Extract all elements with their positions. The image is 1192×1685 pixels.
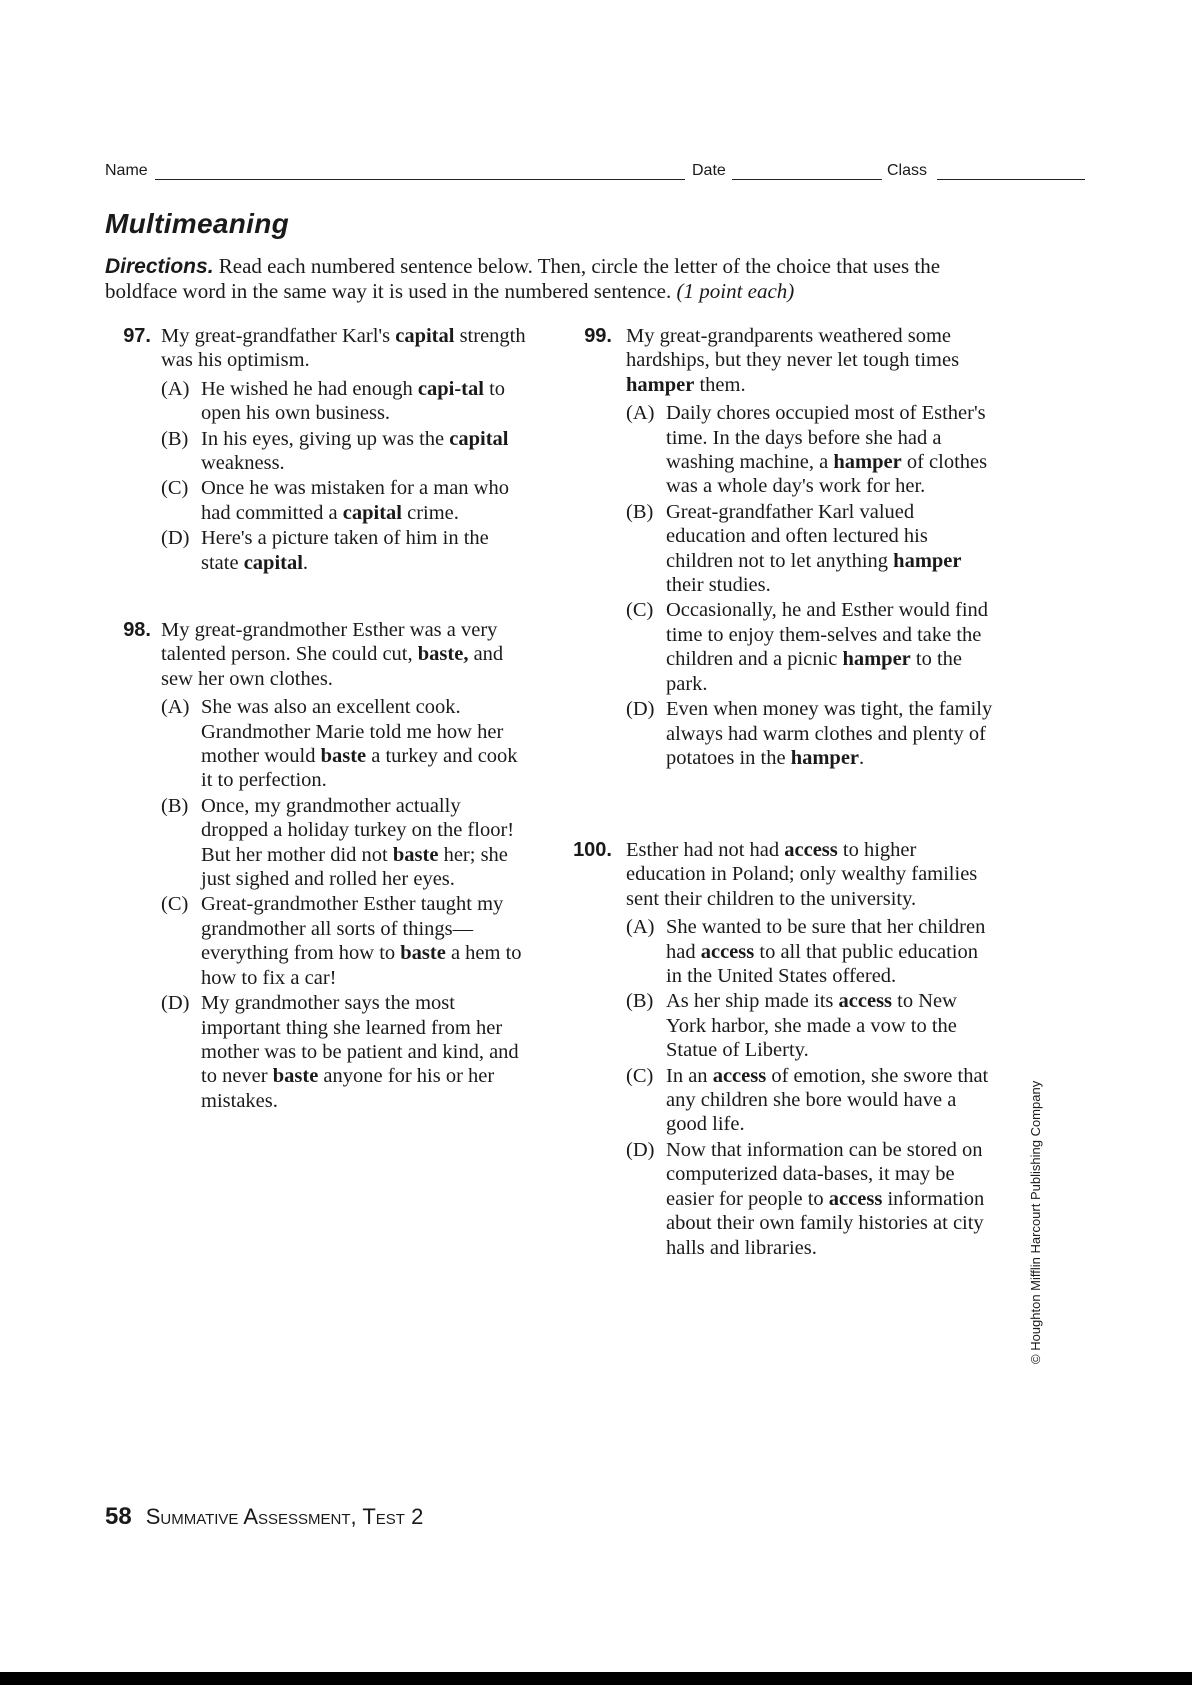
choice-text: Once he was mistaken for a man who had committed a capital crime. bbox=[201, 477, 509, 524]
date-label: Date bbox=[692, 162, 726, 179]
choice-a[interactable] bbox=[626, 401, 996, 499]
points-note: (1 point each) bbox=[676, 279, 795, 303]
boldface-word: capital bbox=[342, 501, 402, 524]
question-number: 100. bbox=[573, 839, 612, 861]
page-title: Multimeaning bbox=[105, 208, 290, 239]
choice-letter: (D) bbox=[626, 698, 655, 721]
copyright-notice: © Houghton Mifflin Harcourt Publishing Company bbox=[1028, 1080, 1043, 1364]
choice-d[interactable] bbox=[626, 1138, 996, 1260]
choice-text: She was also an excellent cook. Grandmother Marie told me how her mother would baste a turkey and cook it to perfection. bbox=[201, 696, 518, 792]
choice-text: Here's a picture taken of him in the state capital. bbox=[201, 527, 489, 574]
scan-edge-bar bbox=[0, 1672, 1192, 1685]
choice-b[interactable] bbox=[626, 500, 996, 598]
boldface-word: baste bbox=[272, 1065, 319, 1088]
page-footer bbox=[105, 1503, 423, 1531]
choice-text: He wished he had enough capi-tal to open his own business. bbox=[201, 377, 506, 425]
student-info-header bbox=[105, 160, 985, 184]
page-number: 58 bbox=[105, 1503, 132, 1530]
choice-letter: (C) bbox=[626, 599, 654, 622]
choice-a[interactable] bbox=[161, 695, 531, 793]
choice-c[interactable] bbox=[161, 476, 531, 525]
choice-letter: (A) bbox=[626, 916, 655, 939]
choice-letter: (B) bbox=[626, 500, 654, 523]
class-label: Class bbox=[887, 162, 928, 179]
footer-title: Summative Assessment, Test 2 bbox=[145, 1504, 424, 1529]
boldface-word: baste bbox=[400, 942, 446, 965]
choice-text: In an access of emotion, she swore that any children she bore would have a good life. bbox=[666, 1064, 989, 1136]
choice-text: Occasionally, he and Esther would find time to enjoy them-selves and take the children and a picnic hamper to the park. bbox=[666, 599, 989, 695]
boldface-word: access bbox=[700, 940, 755, 963]
boldface-word: capi-tal bbox=[417, 377, 484, 400]
choice-letter: (D) bbox=[161, 992, 190, 1015]
question-number: 97. bbox=[123, 325, 151, 347]
name-label: Name bbox=[105, 162, 148, 179]
choice-letter: (A) bbox=[161, 696, 190, 719]
choice-b[interactable] bbox=[626, 989, 996, 1062]
choice-d[interactable] bbox=[161, 991, 531, 1113]
choice-c[interactable] bbox=[626, 1064, 996, 1137]
name-field[interactable] bbox=[155, 179, 685, 180]
choice-text: Even when money was tight, the family always had warm clothes and plenty of potatoes in the hamper. bbox=[666, 698, 993, 769]
boldface-word: capital bbox=[243, 551, 303, 574]
question-number: 99. bbox=[584, 325, 612, 347]
boldface-word: baste, bbox=[417, 643, 469, 666]
choice-text: Daily chores occupied most of Esther's time. In the days before she had a washing machine, a hamper of clothes was a whole day's work for her. bbox=[666, 402, 988, 498]
boldface-word: capital bbox=[395, 325, 455, 347]
choice-a[interactable] bbox=[161, 377, 531, 426]
choice-letter: (D) bbox=[626, 1138, 655, 1161]
boldface-word: capital bbox=[449, 427, 509, 450]
choice-letter: (C) bbox=[161, 893, 189, 916]
class-field[interactable] bbox=[937, 179, 1085, 180]
boldface-word: access bbox=[828, 1187, 883, 1210]
question-stem: My great-grandparents weathered some hardships, but they never let tough times hamper them. bbox=[626, 325, 960, 396]
choice-letter: (B) bbox=[161, 794, 189, 817]
boldface-word: access bbox=[712, 1064, 767, 1087]
directions-label: Directions. bbox=[105, 255, 214, 278]
choice-text: My grandmother says the most important thing she learned from her mother was to be patient and kind, and to never baste anyone for his or her mistakes. bbox=[201, 992, 519, 1112]
choice-b[interactable] bbox=[161, 794, 531, 892]
choice-text: Great-grandmother Esther taught my grandmother all sorts of things—everything from how to baste a hem to how to fix a car! bbox=[201, 893, 522, 989]
choice-letter: (C) bbox=[626, 1064, 654, 1087]
choice-letter: (A) bbox=[161, 377, 190, 400]
choice-d[interactable] bbox=[626, 697, 996, 770]
choice-text: Great-grandfather Karl valued education and often lectured his children not to let anything hamper their studies. bbox=[666, 500, 962, 597]
choice-letter: (C) bbox=[161, 477, 189, 500]
choice-text: Now that information can be stored on computerized data-bases, it may be easier for people to access information about their own family histories at city halls and libraries. bbox=[666, 1138, 985, 1259]
choice-c[interactable] bbox=[626, 598, 996, 696]
boldface-word: hamper bbox=[626, 373, 695, 396]
choice-c[interactable] bbox=[161, 892, 531, 990]
boldface-word: hamper bbox=[833, 451, 902, 474]
question-stem: My great-grandfather Karl's capital strength was his optimism. bbox=[161, 325, 526, 372]
date-field[interactable] bbox=[732, 179, 882, 180]
choice-text: In his eyes, giving up was the capital weakness. bbox=[201, 427, 509, 475]
boldface-word: access bbox=[838, 990, 893, 1013]
boldface-word: hamper bbox=[893, 549, 962, 572]
choice-letter: (B) bbox=[161, 427, 189, 450]
boldface-word: hamper bbox=[790, 746, 860, 769]
choice-b[interactable] bbox=[161, 427, 531, 476]
choice-d[interactable] bbox=[161, 526, 531, 575]
boldface-word: access bbox=[784, 839, 838, 861]
choice-text: As her ship made its access to New York harbor, she made a vow to the Statue of Liberty. bbox=[666, 990, 957, 1062]
choice-letter: (D) bbox=[161, 527, 190, 550]
directions-text: Read each numbered sentence below. Then, circle the letter of the choice that uses the boldface word in the same way it is used in the numbered sentence. bbox=[105, 254, 941, 303]
choice-letter: (B) bbox=[626, 990, 654, 1013]
choice-a[interactable] bbox=[626, 915, 996, 988]
question-stem: Esther had not had access to higher education in Poland; only wealthy families sent their children to the university. bbox=[626, 839, 978, 910]
boldface-word: baste bbox=[320, 745, 367, 768]
question-number: 98. bbox=[123, 619, 151, 641]
directions bbox=[105, 254, 1000, 304]
choice-text: She wanted to be sure that her children had access to all that public education in the United States offered. bbox=[666, 916, 986, 988]
question-stem: My great-grandmother Esther was a very talented person. She could cut, baste, and sew her own clothes. bbox=[161, 619, 504, 690]
boldface-word: baste bbox=[392, 843, 439, 866]
choice-letter: (A) bbox=[626, 402, 655, 425]
choice-text: Once, my grandmother actually dropped a holiday turkey on the floor! But her mother did not baste her; she just sighed and rolled her eyes. bbox=[201, 794, 515, 891]
boldface-word: hamper bbox=[842, 648, 911, 671]
